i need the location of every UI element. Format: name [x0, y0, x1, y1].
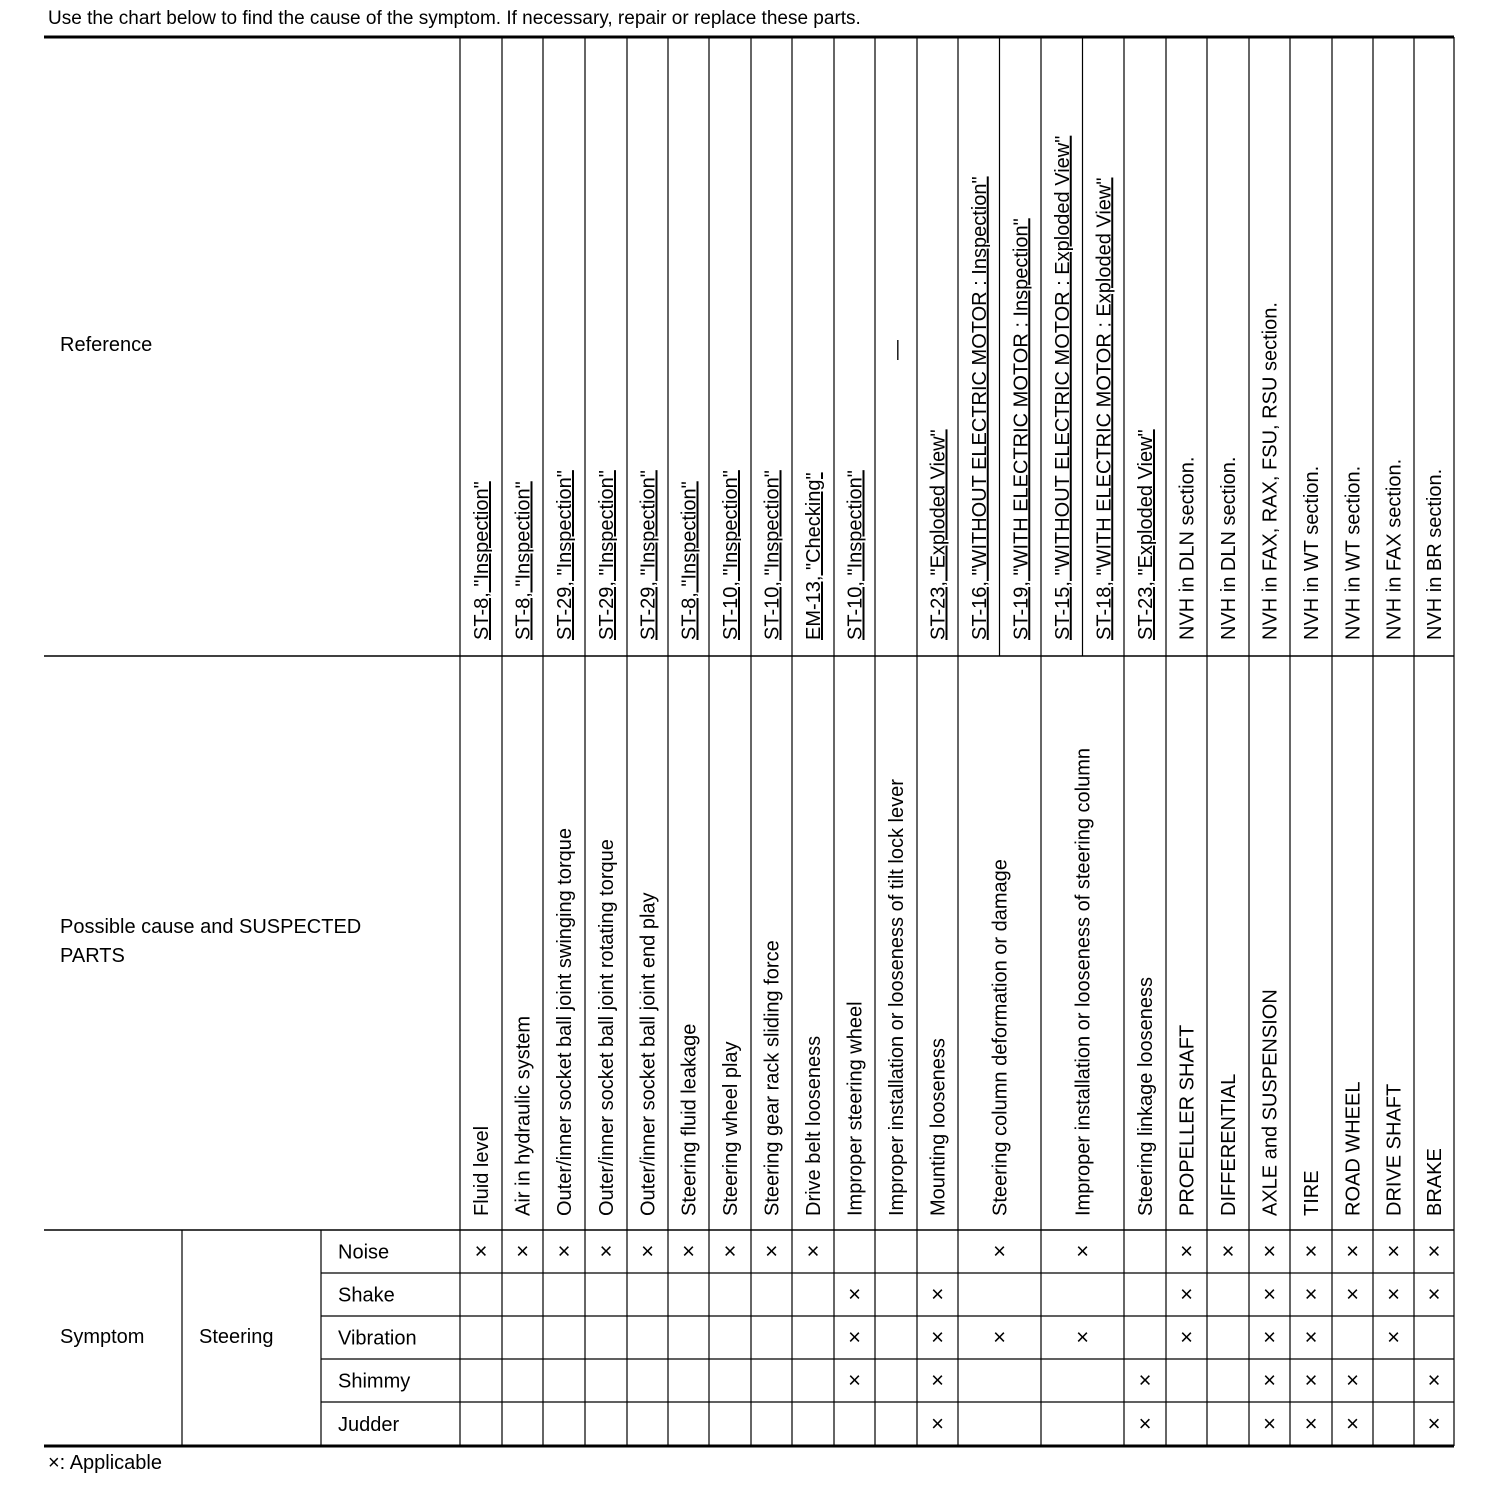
reference-link[interactable]: ST-10, "Inspection": [844, 470, 867, 640]
applicable-mark: ×: [848, 1281, 861, 1307]
applicable-mark: ×: [641, 1238, 654, 1264]
applicable-mark: ×: [1263, 1238, 1276, 1264]
applicable-mark: ×: [1263, 1367, 1276, 1393]
intro-text: Use the chart below to find the cause of the symptom. If necessary, repair or replace these parts.: [48, 8, 861, 29]
applicable-mark: ×: [516, 1238, 529, 1264]
applicable-mark: ×: [557, 1238, 571, 1264]
reference-link[interactable]: ST-16, "WITHOUT ELECTRIC MOTOR : Inspection": [968, 176, 991, 640]
applicable-mark: ×: [1387, 1281, 1400, 1307]
part-label: TIRE: [1301, 1170, 1323, 1216]
symptom-name: Shake: [338, 1284, 395, 1307]
reference-text: NVH in FAX, RAX, FSU, RSU section.: [1259, 302, 1282, 640]
reference-text: NVH in DLN section.: [1218, 456, 1240, 640]
applicable-mark: ×: [1346, 1238, 1359, 1264]
reference-link[interactable]: ST-29, "Inspection": [554, 470, 576, 640]
symptom-name: Noise: [338, 1241, 390, 1264]
part-label: Steering linkage looseness: [1135, 976, 1157, 1216]
part-label: Steering fluid leakage: [678, 1023, 701, 1216]
part-label: DRIVE SHAFT: [1383, 1083, 1406, 1216]
part-label: Mounting looseness: [927, 1038, 950, 1216]
part-label: Drive belt looseness: [803, 1035, 825, 1216]
applicable-mark: ×: [723, 1238, 737, 1264]
reference-link[interactable]: ST-8, "Inspection": [678, 481, 701, 640]
applicable-mark: ×: [1387, 1324, 1400, 1350]
applicable-mark: ×: [682, 1238, 695, 1264]
applicable-mark: ×: [1304, 1367, 1318, 1393]
applicable-mark: ×: [931, 1281, 944, 1307]
applicable-mark: ×: [1304, 1411, 1318, 1436]
applicable-mark: ×: [599, 1238, 613, 1264]
applicable-mark: ×: [1263, 1411, 1276, 1436]
possible-cause-label: Possible cause and SUSPECTED: [60, 916, 362, 938]
reference-text: NVH in FAX section.: [1383, 458, 1406, 640]
part-label: Improper steering wheel: [844, 1001, 867, 1216]
applicable-mark: ×: [1304, 1238, 1318, 1264]
part-label: Outer/inner socket ball joint rotating torque: [596, 839, 618, 1216]
reference-link[interactable]: ST-10, "Inspection": [720, 470, 742, 640]
applicable-mark: ×: [806, 1238, 820, 1264]
part-label: Steering gear rack sliding force: [761, 940, 784, 1216]
applicable-mark: ×: [931, 1411, 944, 1436]
steering-label: Steering: [199, 1326, 274, 1348]
applicable-mark: ×: [1263, 1281, 1276, 1307]
applicable-mark: ×: [848, 1324, 861, 1350]
applicable-mark: ×: [1387, 1238, 1400, 1264]
applicable-mark: ×: [1427, 1238, 1441, 1264]
part-label: Fluid level: [471, 1125, 493, 1216]
reference-text: NVH in WT section.: [1342, 465, 1365, 640]
applicable-mark: ×: [993, 1324, 1006, 1350]
reference-link[interactable]: EM-13, "Checking": [803, 472, 825, 640]
applicable-mark: ×: [1076, 1324, 1089, 1350]
part-label: PROPELLER SHAFT: [1176, 1024, 1199, 1216]
reference-text: NVH in DLN section.: [1176, 456, 1199, 640]
applicable-mark: ×: [1427, 1281, 1441, 1307]
part-label: ROAD WHEEL: [1342, 1081, 1365, 1216]
legend-note: ×: Applicable: [48, 1452, 162, 1474]
applicable-mark: ×: [1180, 1281, 1193, 1307]
reference-link[interactable]: ST-23, "Exploded View": [927, 429, 950, 640]
reference-link[interactable]: ST-23, "Exploded View": [1135, 429, 1157, 640]
symptom-name: Judder: [338, 1414, 400, 1436]
reference-link[interactable]: ST-10, "Inspection": [761, 470, 784, 640]
applicable-mark: ×: [1346, 1411, 1359, 1436]
applicable-mark: ×: [1427, 1411, 1441, 1436]
part-label: Outer/inner socket ball joint swinging torque: [554, 828, 576, 1216]
part-label: BRAKE: [1424, 1148, 1446, 1216]
part-label: Outer/inner socket ball joint end play: [637, 892, 660, 1216]
part-label: Air in hydraulic system: [512, 1015, 535, 1216]
possible-cause-label: PARTS: [60, 945, 125, 967]
reference-text: NVH in WT section.: [1301, 465, 1323, 640]
reference-label: Reference: [60, 334, 153, 356]
symptom-label: Symptom: [60, 1326, 145, 1348]
part-label: AXLE and SUSPENSION: [1259, 989, 1282, 1216]
reference-link[interactable]: ST-8, "Inspection": [512, 481, 535, 640]
applicable-mark: ×: [1180, 1324, 1193, 1350]
reference-text: NVH in BR section.: [1424, 468, 1446, 640]
applicable-mark: ×: [1076, 1238, 1089, 1264]
applicable-mark: ×: [1346, 1367, 1359, 1393]
applicable-mark: ×: [1427, 1367, 1441, 1393]
applicable-mark: ×: [1346, 1281, 1359, 1307]
applicable-mark: ×: [1304, 1324, 1318, 1350]
applicable-mark: ×: [765, 1238, 778, 1264]
applicable-mark: ×: [1221, 1238, 1235, 1264]
symptom-name: Vibration: [338, 1327, 417, 1350]
part-label: DIFFERENTIAL: [1218, 1073, 1240, 1216]
part-label: Improper installation or looseness of tilt lock lever: [886, 779, 908, 1216]
reference-dash: —: [886, 340, 908, 360]
applicable-mark: ×: [1138, 1367, 1152, 1393]
part-label: Steering wheel play: [720, 1041, 742, 1216]
applicable-mark: ×: [993, 1238, 1006, 1264]
applicable-mark: ×: [931, 1367, 944, 1393]
reference-link[interactable]: ST-19, "WITH ELECTRIC MOTOR : Inspection": [1010, 218, 1033, 640]
reference-link[interactable]: ST-29, "Inspection": [596, 470, 618, 640]
applicable-mark: ×: [848, 1367, 861, 1393]
applicable-mark: ×: [1180, 1238, 1193, 1264]
applicable-mark: ×: [931, 1324, 944, 1350]
part-label: Steering column deformation or damage: [989, 859, 1012, 1216]
part-label: Improper installation or looseness of steering column: [1072, 747, 1095, 1216]
symptom-name: Shimmy: [338, 1370, 411, 1393]
applicable-mark: ×: [474, 1238, 488, 1264]
applicable-mark: ×: [1263, 1324, 1276, 1350]
reference-link[interactable]: ST-18, "WITH ELECTRIC MOTOR : Exploded View": [1093, 177, 1116, 640]
reference-link[interactable]: ST-15, "WITHOUT ELECTRIC MOTOR : Exploded View": [1051, 135, 1074, 640]
applicable-mark: ×: [1138, 1411, 1152, 1436]
reference-link[interactable]: ST-29, "Inspection": [637, 470, 660, 640]
reference-link[interactable]: ST-8, "Inspection": [471, 481, 493, 640]
applicable-mark: ×: [1304, 1281, 1318, 1307]
